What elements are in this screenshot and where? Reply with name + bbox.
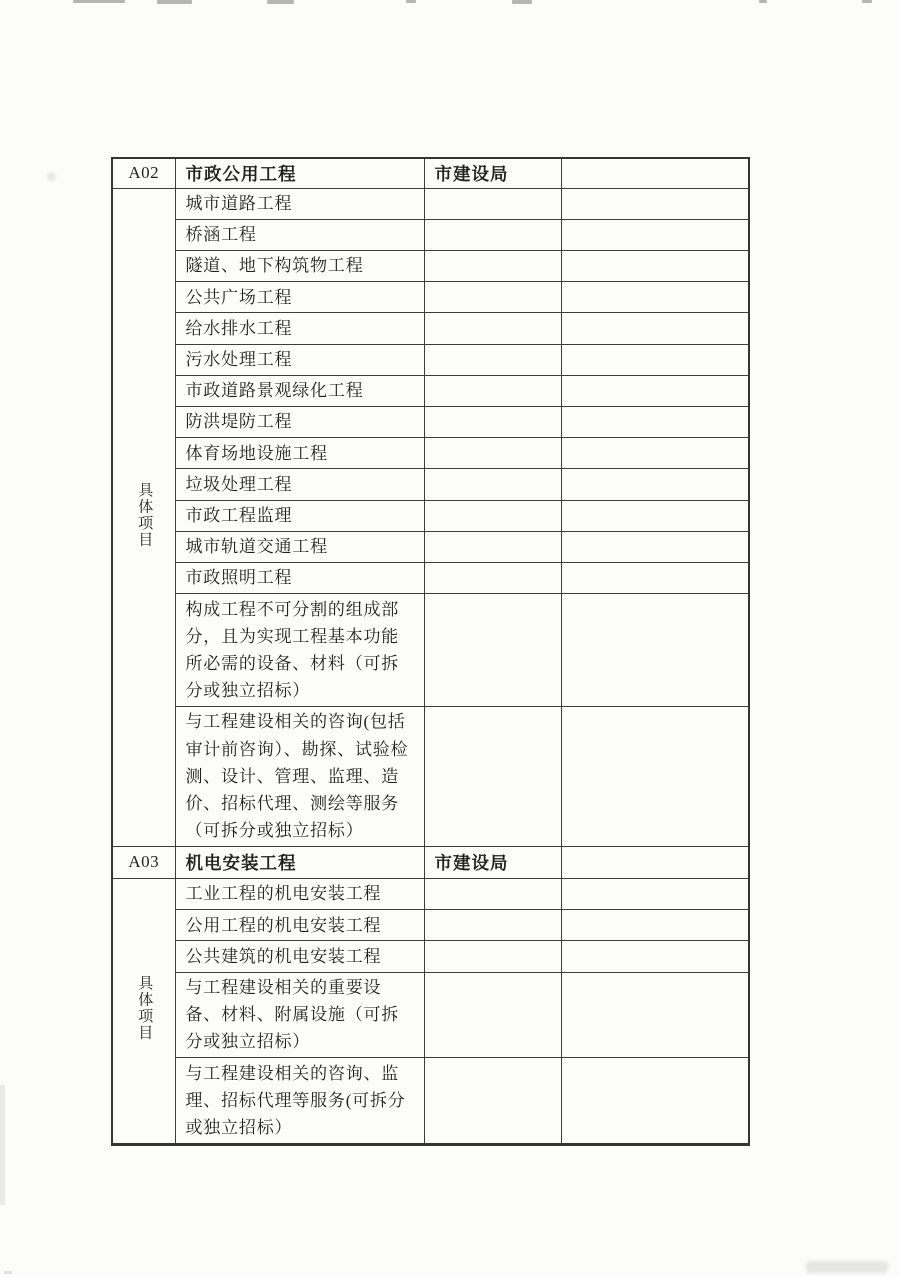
empty-cell: [424, 250, 561, 281]
empty-cell: [561, 972, 749, 1058]
empty-cell: [424, 406, 561, 437]
empty-cell: [561, 500, 749, 531]
empty-cell: [561, 406, 749, 437]
table-row: [112, 910, 749, 941]
scan-artifact: [406, 0, 416, 3]
item-cell: 公共广场工程: [175, 282, 424, 313]
empty-cell: [561, 282, 749, 313]
scan-artifact: [267, 0, 294, 4]
section-header-row: [112, 158, 749, 188]
empty-cell: [424, 438, 561, 469]
table-row: [112, 1058, 749, 1145]
section-code: A02: [112, 158, 175, 188]
empty-cell: [561, 188, 749, 219]
group-label: 具体项目: [136, 975, 153, 1042]
empty-cell: [561, 878, 749, 909]
item-cell: 与工程建设相关的重要设备、材料、附属设施（可拆分或独立招标）: [175, 972, 424, 1058]
section-code: A03: [112, 846, 175, 878]
empty-cell: [561, 846, 749, 878]
scan-artifact: [806, 1261, 888, 1273]
empty-cell: [561, 562, 749, 593]
item-cell: 体育场地设施工程: [175, 438, 424, 469]
table-row: [112, 972, 749, 1058]
item-cell: 给水排水工程: [175, 313, 424, 344]
group-label: 具体项目: [136, 481, 153, 548]
scan-artifact: [157, 0, 192, 4]
empty-cell: [424, 706, 561, 846]
item-cell: 防洪堤防工程: [175, 406, 424, 437]
table-row: [112, 219, 749, 250]
table-row: [112, 344, 749, 375]
empty-cell: [424, 941, 561, 972]
empty-cell: [424, 469, 561, 500]
empty-cell: [424, 500, 561, 531]
item-cell: 公用工程的机电安装工程: [175, 910, 424, 941]
item-cell: 与工程建设相关的咨询(包括审计前咨询）、勘探、试验检测、设计、管理、监理、造价、招标代理、测绘等服务（可拆分或独立招标）: [175, 706, 424, 846]
table-row: [112, 250, 749, 281]
empty-cell: [424, 562, 561, 593]
table-row: [112, 594, 749, 707]
item-cell: 隧道、地下构筑物工程: [175, 250, 424, 281]
item-cell: 垃圾处理工程: [175, 469, 424, 500]
table-row: [112, 313, 749, 344]
empty-cell: [424, 219, 561, 250]
empty-cell: [561, 250, 749, 281]
empty-cell: [424, 878, 561, 909]
scan-artifact: [512, 0, 532, 4]
empty-cell: [561, 469, 749, 500]
item-cell: 构成工程不可分割的组成部分，且为实现工程基本功能所必需的设备、材料（可拆分或独立招标）: [175, 594, 424, 707]
table-row: [112, 282, 749, 313]
empty-cell: [424, 313, 561, 344]
table-row: [112, 878, 749, 909]
section-category: 机电安装工程: [175, 846, 424, 878]
item-cell: 污水处理工程: [175, 344, 424, 375]
empty-cell: [424, 282, 561, 313]
empty-cell: [424, 1058, 561, 1145]
scan-artifact: [4, 1271, 12, 1274]
section-header-row: [112, 846, 749, 878]
item-cell: 工业工程的机电安装工程: [175, 878, 424, 909]
table-row: [112, 375, 749, 406]
empty-cell: [561, 375, 749, 406]
empty-cell: [424, 531, 561, 562]
table-row: [112, 941, 749, 972]
scan-artifact: [73, 0, 125, 3]
empty-cell: [561, 706, 749, 846]
section-department: 市建设局: [424, 158, 561, 188]
item-cell: 公共建筑的机电安装工程: [175, 941, 424, 972]
item-cell: 城市道路工程: [175, 188, 424, 219]
item-cell: 市政工程监理: [175, 500, 424, 531]
empty-cell: [424, 972, 561, 1058]
table-row: [112, 562, 749, 593]
table-row: [112, 469, 749, 500]
item-cell: 城市轨道交通工程: [175, 531, 424, 562]
item-cell: 与工程建设相关的咨询、监理、招标代理等服务(可拆分或独立招标）: [175, 1058, 424, 1145]
empty-cell: [424, 910, 561, 941]
empty-cell: [561, 313, 749, 344]
empty-cell: [561, 531, 749, 562]
table-row: [112, 406, 749, 437]
empty-cell: [561, 219, 749, 250]
classification-table: [111, 157, 750, 1146]
empty-cell: [561, 910, 749, 941]
empty-cell: [561, 594, 749, 707]
empty-cell: [424, 344, 561, 375]
table-row: [112, 706, 749, 846]
empty-cell: [561, 344, 749, 375]
item-cell: 市政道路景观绿化工程: [175, 375, 424, 406]
empty-cell: [424, 594, 561, 707]
empty-cell: [424, 375, 561, 406]
table-row: [112, 438, 749, 469]
empty-cell: [561, 941, 749, 972]
section-category: 市政公用工程: [175, 158, 424, 188]
item-cell: 市政照明工程: [175, 562, 424, 593]
empty-cell: [424, 188, 561, 219]
empty-cell: [561, 438, 749, 469]
section-department: 市建设局: [424, 846, 561, 878]
group-label-cell: [112, 188, 175, 846]
scan-artifact: [862, 0, 872, 3]
item-cell: 桥涵工程: [175, 219, 424, 250]
empty-cell: [561, 1058, 749, 1145]
group-label-cell: [112, 878, 175, 1144]
table-row: [112, 188, 749, 219]
scan-artifact: [47, 172, 56, 181]
scan-artifact: [0, 1085, 5, 1205]
scan-artifact: [759, 0, 767, 3]
empty-cell: [561, 158, 749, 188]
table-row: [112, 531, 749, 562]
table-row: [112, 500, 749, 531]
